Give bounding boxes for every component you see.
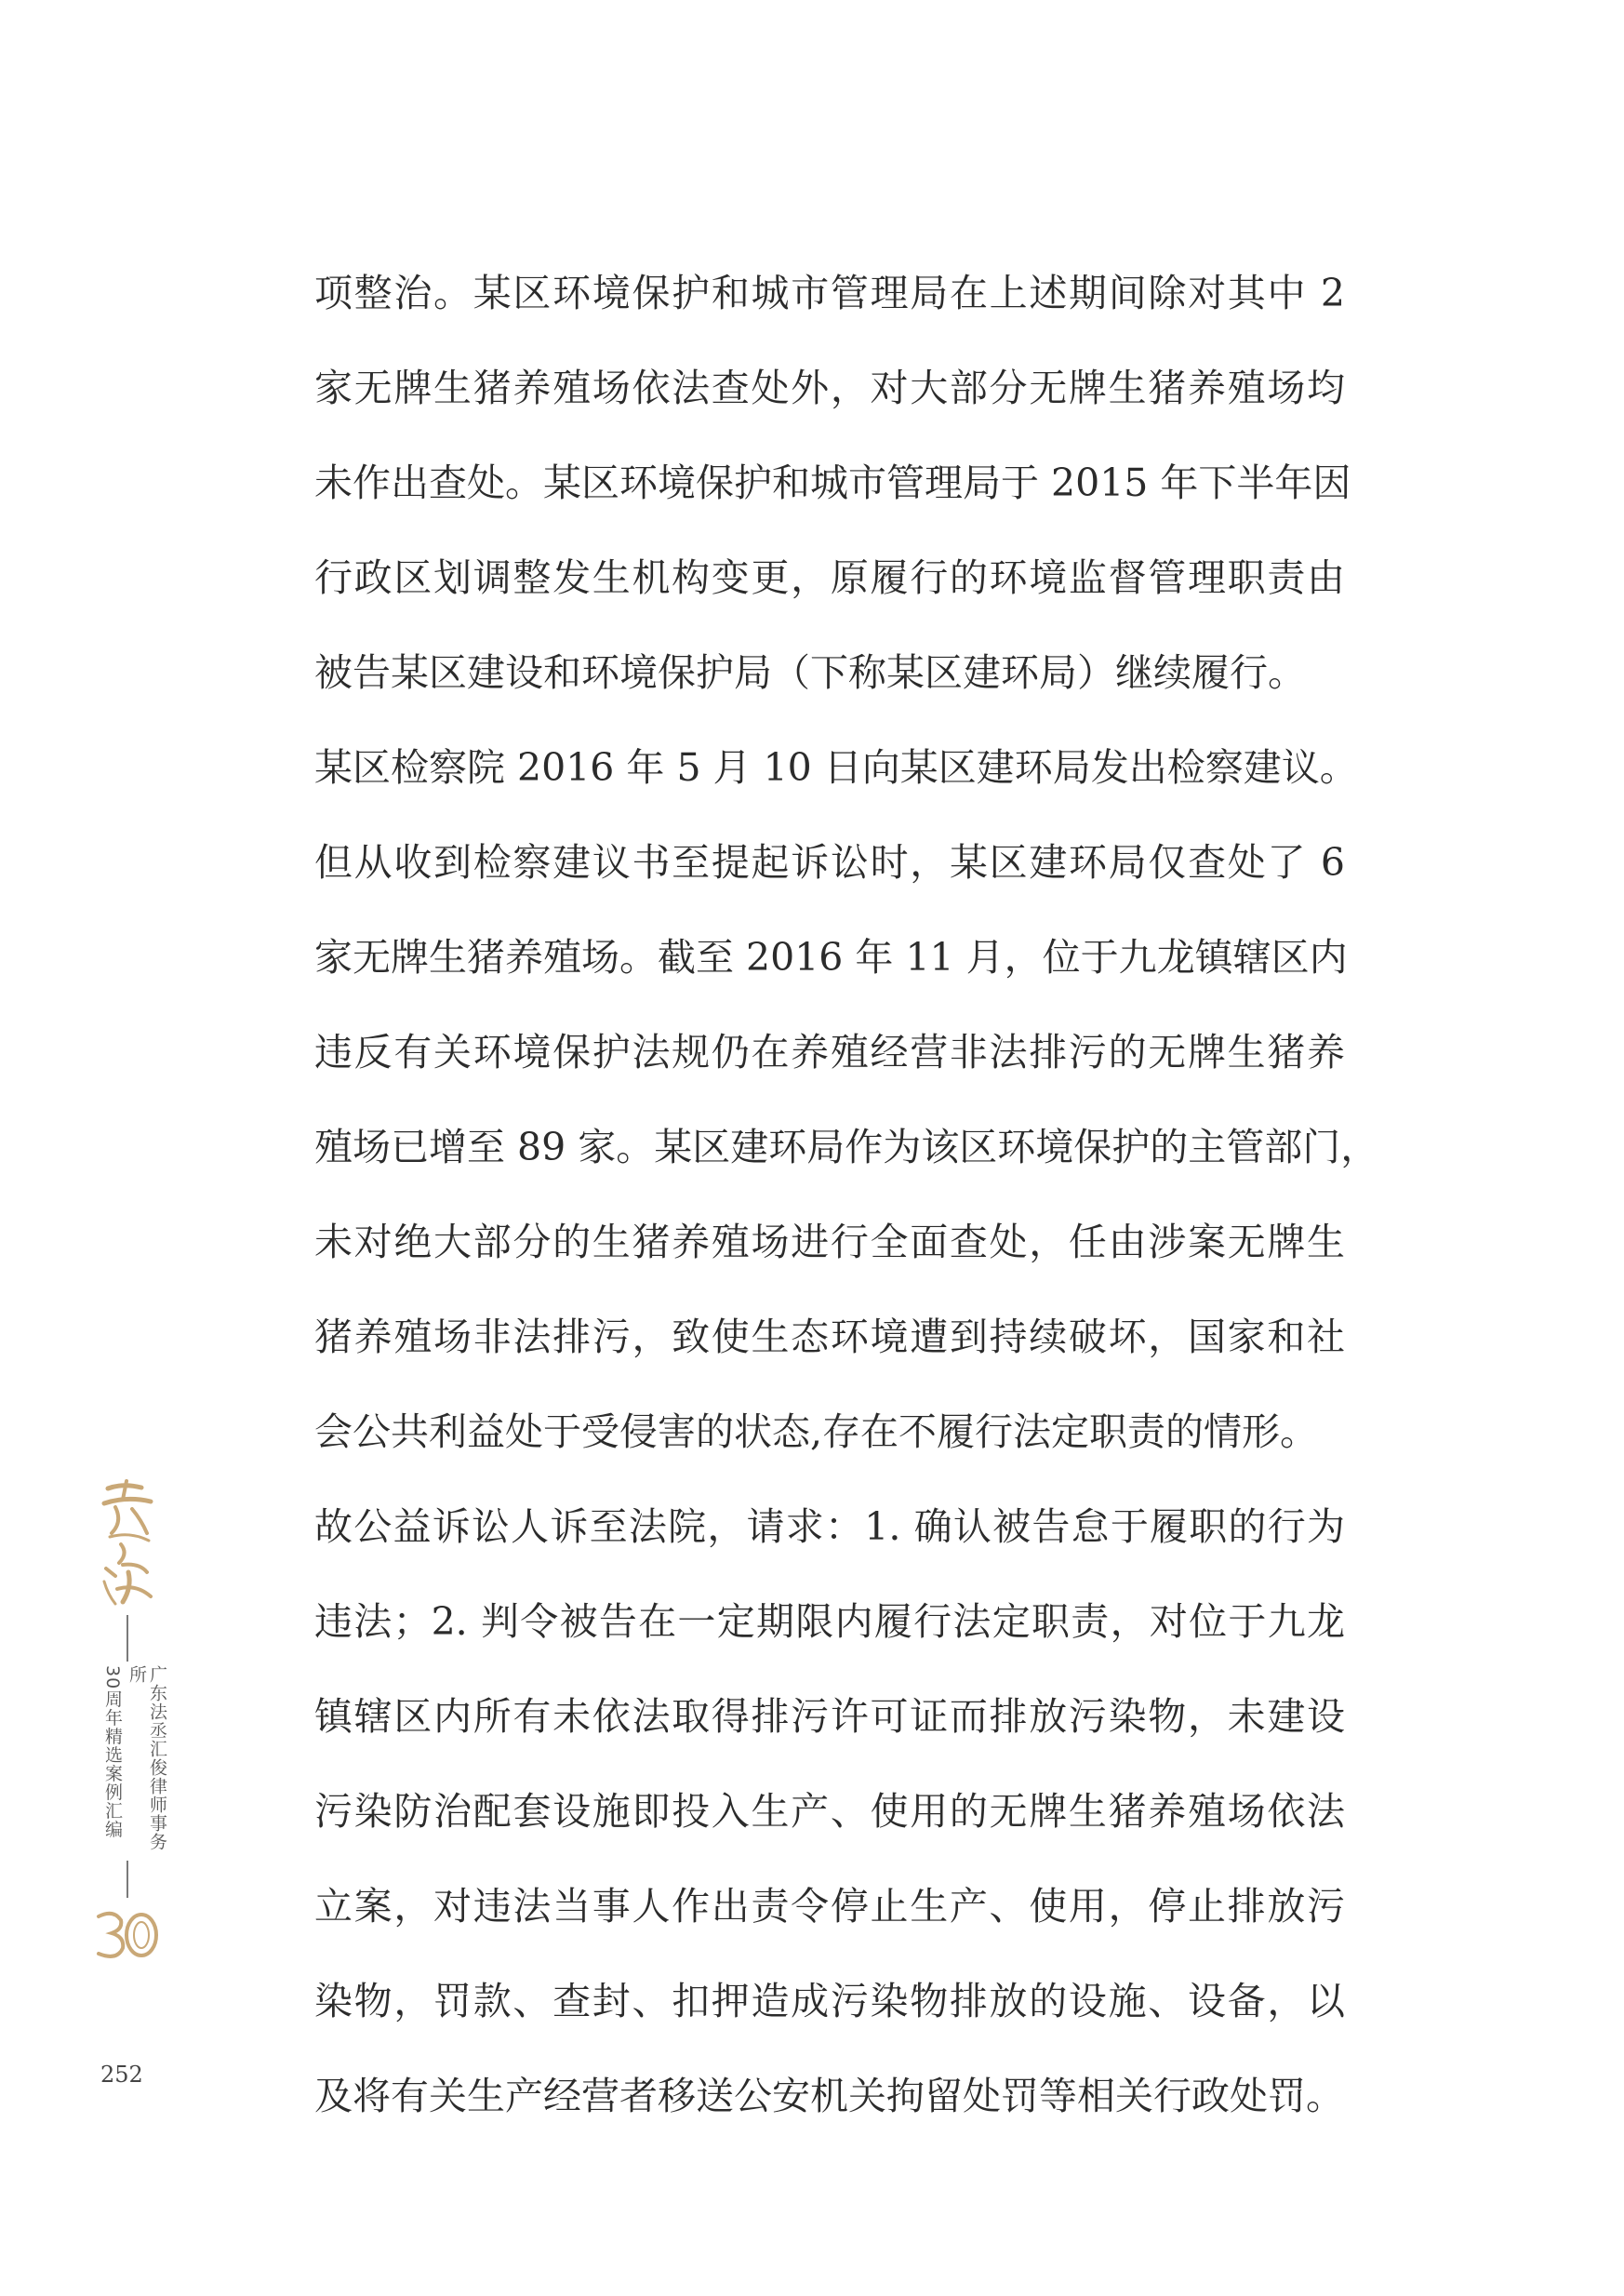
- text-line-5: 被告某区建设和环境保护局（下称某区建环局）继续履行。: [314, 650, 1306, 695]
- text-line-3: 未作出查处。某区环境保护和城市管理局于 2015 年下半年因: [314, 461, 1351, 505]
- text-line-17: 污染防治配套设施即投入生产、使用的无牌生猪养殖场依法: [314, 1789, 1345, 1834]
- page-number: 252: [100, 2062, 143, 2088]
- text-line-6: 某区检察院 2016 年 5 月 10 日向某区建环局发出检察建议。: [314, 745, 1358, 790]
- sidebar-branding: [89, 1479, 167, 2000]
- sidebar-title-line-2: 30周年精选案例汇编: [102, 1665, 123, 1839]
- text-line-8: 家无牌生猪养殖场。截至 2016 年 11 月，位于九龙镇辖区内: [314, 935, 1348, 980]
- text-line-13: 会公共利益处于受侵害的状态,存在不履行法定职责的情形。: [314, 1409, 1319, 1454]
- text-line-14: 故公益诉讼人诉至法院，请求：1. 确认被告怠于履职的行为: [314, 1504, 1345, 1549]
- sidebar-title: [89, 1665, 167, 1851]
- text-line-12: 猪养殖场非法排污，致使生态环境遭到持续破坏，国家和社: [314, 1315, 1345, 1359]
- sidebar-divider-bottom: [126, 1861, 128, 1898]
- text-line-9: 违反有关环境保护法规仍在养殖经营非法排污的无牌生猪养: [314, 1030, 1345, 1075]
- sidebar-divider-top: [126, 1615, 128, 1662]
- calligraphy-logo-icon: [95, 1479, 160, 1609]
- text-line-2: 家无牌生猪养殖场依法查处外，对大部分无牌生猪养殖场均: [314, 366, 1345, 410]
- body-text: [314, 246, 1379, 2143]
- text-line-1: 项整治。某区环境保护和城市管理局在上述期间除对其中 2: [314, 271, 1345, 315]
- sidebar-title-line-1: 广东法丞汇俊律师事务所: [126, 1665, 167, 1851]
- text-line-15: 违法；2. 判令被告在一定期限内履行法定职责，对位于九龙: [314, 1599, 1345, 1644]
- text-line-7: 但从收到检察建议书至提起诉讼时，某区建环局仅查处了 6: [314, 840, 1345, 885]
- anniversary-30-icon: [93, 1907, 164, 1963]
- text-line-20: 及将有关生产经营者移送公安机关拘留处罚等相关行政处罚。: [314, 2074, 1344, 2118]
- text-line-4: 行政区划调整发生机构变更，原履行的环境监督管理职责由: [314, 555, 1345, 600]
- text-line-10: 殖场已增至 89 家。某区建环局作为该区环境保护的主管部门，: [314, 1125, 1379, 1169]
- text-line-19: 染物，罚款、查封、扣押造成污染物排放的设施、设备，以: [314, 1979, 1345, 2023]
- text-line-18: 立案，对违法当事人作出责令停止生产、使用，停止排放污: [314, 1884, 1345, 1929]
- text-line-16: 镇辖区内所有未依法取得排污许可证而排放污染物，未建设: [314, 1694, 1345, 1739]
- text-line-11: 未对绝大部分的生猪养殖场进行全面查处，任由涉案无牌生: [314, 1220, 1345, 1264]
